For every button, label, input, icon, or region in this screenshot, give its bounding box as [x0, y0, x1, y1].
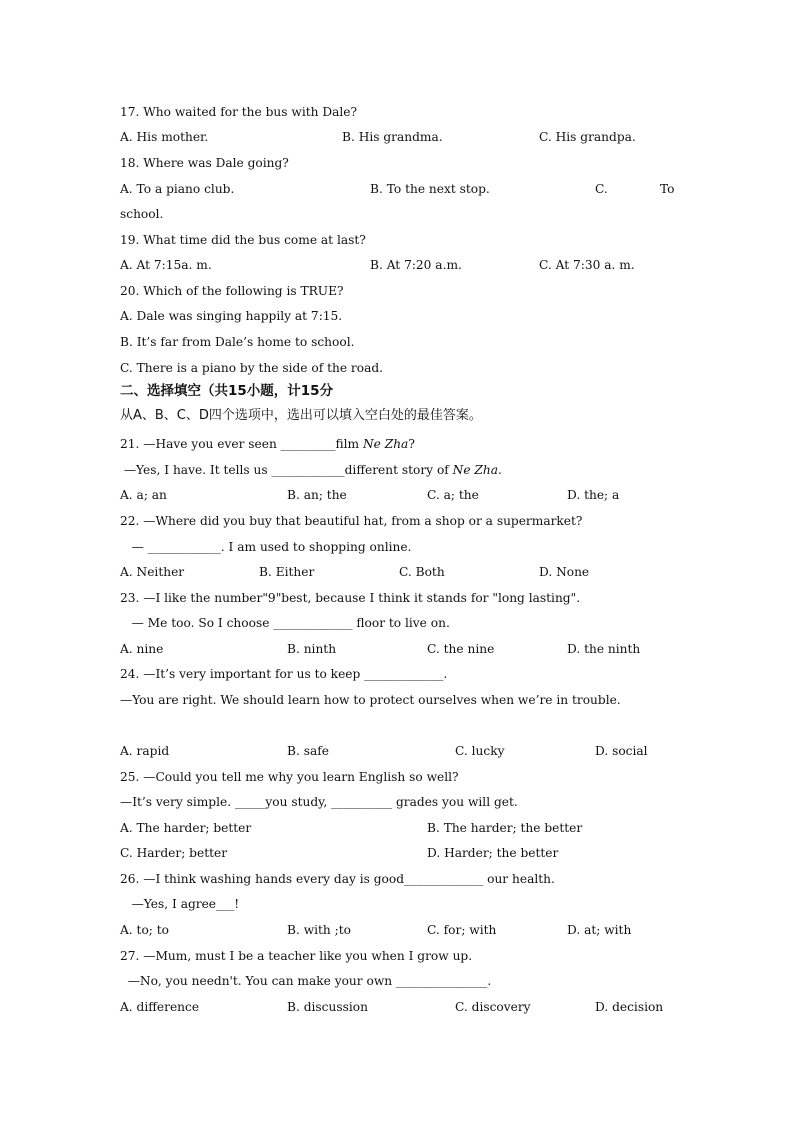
- q26-line1: 26. —I think washing hands every day is good_____________ our health.: [120, 872, 555, 886]
- q27-line2: —No, you needn't. You can make your own _______________.: [120, 974, 492, 988]
- q20-option-c: C. There is a piano by the side of the road.: [120, 361, 384, 375]
- q21-option-d: D. the; a: [567, 488, 620, 502]
- q26-line2: —Yes, I agree___!: [120, 897, 240, 911]
- q17-option-c: C. His grandpa.: [539, 130, 636, 144]
- q24-option-a: A. rapid: [120, 744, 170, 758]
- q24-option-d: D. social: [595, 744, 648, 758]
- q25-option-d: D. Harder; the better: [427, 846, 559, 860]
- q27-option-b: B. discussion: [287, 1000, 368, 1014]
- q21-line2-pre: —Yes, I have. It tells us ____________different story of: [120, 463, 453, 477]
- q18-stem: 18. Where was Dale going?: [120, 156, 289, 170]
- q22-option-b: B. Either: [259, 565, 315, 579]
- q24-option-c: C. lucky: [455, 744, 505, 758]
- q18-option-c-cont: school.: [120, 207, 164, 221]
- q17-stem: 17. Who waited for the bus with Dale?: [120, 105, 358, 119]
- q23-option-c: C. the nine: [427, 642, 495, 656]
- q21-line1-post: ?: [408, 437, 415, 451]
- q21-option-c: C. a; the: [427, 488, 479, 502]
- q21-line2: [120, 462, 502, 478]
- q21-line1: [120, 436, 415, 452]
- q26-option-a: A. to; to: [120, 923, 169, 937]
- q27-option-c: C. discovery: [455, 1000, 531, 1014]
- q19-stem: 19. What time did the bus come at last?: [120, 233, 366, 247]
- q26-option-b: B. with ;to: [287, 923, 351, 937]
- q21-line1-title: Ne Zha: [362, 437, 409, 451]
- q18-option-b: B. To the next stop.: [370, 182, 490, 196]
- q19-option-b: B. At 7:20 a.m.: [370, 258, 462, 272]
- q27-option-a: A. difference: [120, 1000, 200, 1014]
- q22-option-c: C. Both: [399, 565, 445, 579]
- q22-option-a: A. Neither: [120, 565, 185, 579]
- q19-option-c: C. At 7:30 a. m.: [539, 258, 635, 272]
- q19-option-a: A. At 7:15a. m.: [120, 258, 212, 272]
- q17-option-b: B. His grandma.: [342, 130, 443, 144]
- q23-line2: — Me too. So I choose _____________ floor to live on.: [120, 616, 450, 630]
- q24-line2: —You are right. We should learn how to protect ourselves when we’re in trouble.: [120, 693, 621, 707]
- q21-line2-post: .: [498, 463, 502, 477]
- q18-option-a: A. To a piano club.: [120, 182, 235, 196]
- q18-option-c-letter: C.: [595, 182, 608, 196]
- q23-option-d: D. the ninth: [567, 642, 641, 656]
- section-instruction: 从A、B、C、D四个选项中，选出可以填入空白处的最佳答案。: [120, 408, 482, 423]
- q17-option-a: A. His mother.: [120, 130, 209, 144]
- q26-option-c: C. for; with: [427, 923, 497, 937]
- q20-option-b: B. It’s far from Dale’s home to school.: [120, 335, 355, 349]
- q20-stem: 20. Which of the following is TRUE?: [120, 284, 344, 298]
- q25-option-c: C. Harder; better: [120, 846, 228, 860]
- q26-option-d: D. at; with: [567, 923, 632, 937]
- q24-option-b: B. safe: [287, 744, 329, 758]
- q25-option-a: A. The harder; better: [120, 821, 252, 835]
- q25-option-b: B. The harder; the better: [427, 821, 583, 835]
- q25-line2: —It’s very simple. _____you study, __________ grades you will get.: [120, 795, 518, 809]
- q22-line2: — ____________. I am used to shopping online.: [120, 540, 412, 554]
- q20-option-a: A. Dale was singing happily at 7:15.: [120, 309, 343, 323]
- q25-line1: 25. —Could you tell me why you learn English so well?: [120, 770, 459, 784]
- q23-option-a: A. nine: [120, 642, 164, 656]
- q22-option-d: D. None: [539, 565, 590, 579]
- q22-line1: 22. —Where did you buy that beautiful hat, from a shop or a supermarket?: [120, 514, 583, 528]
- section-heading: 二、选择填空（共15小题，计15分: [120, 383, 334, 399]
- q21-line1-pre: 21. —Have you ever seen _________film: [120, 437, 363, 451]
- q21-line2-title: Ne Zha: [452, 463, 499, 477]
- q27-option-d: D. decision: [595, 1000, 664, 1014]
- q27-line1: 27. —Mum, must I be a teacher like you when I grow up.: [120, 949, 473, 963]
- q24-line1: 24. —It’s very important for us to keep _____________.: [120, 667, 448, 681]
- q21-option-b: B. an; the: [287, 488, 347, 502]
- q18-option-c-text: To: [660, 182, 675, 196]
- q21-option-a: A. a; an: [120, 488, 167, 502]
- q23-line1: 23. —I like the number"9"best, because I think it stands for "long lasting".: [120, 591, 581, 605]
- q23-option-b: B. ninth: [287, 642, 337, 656]
